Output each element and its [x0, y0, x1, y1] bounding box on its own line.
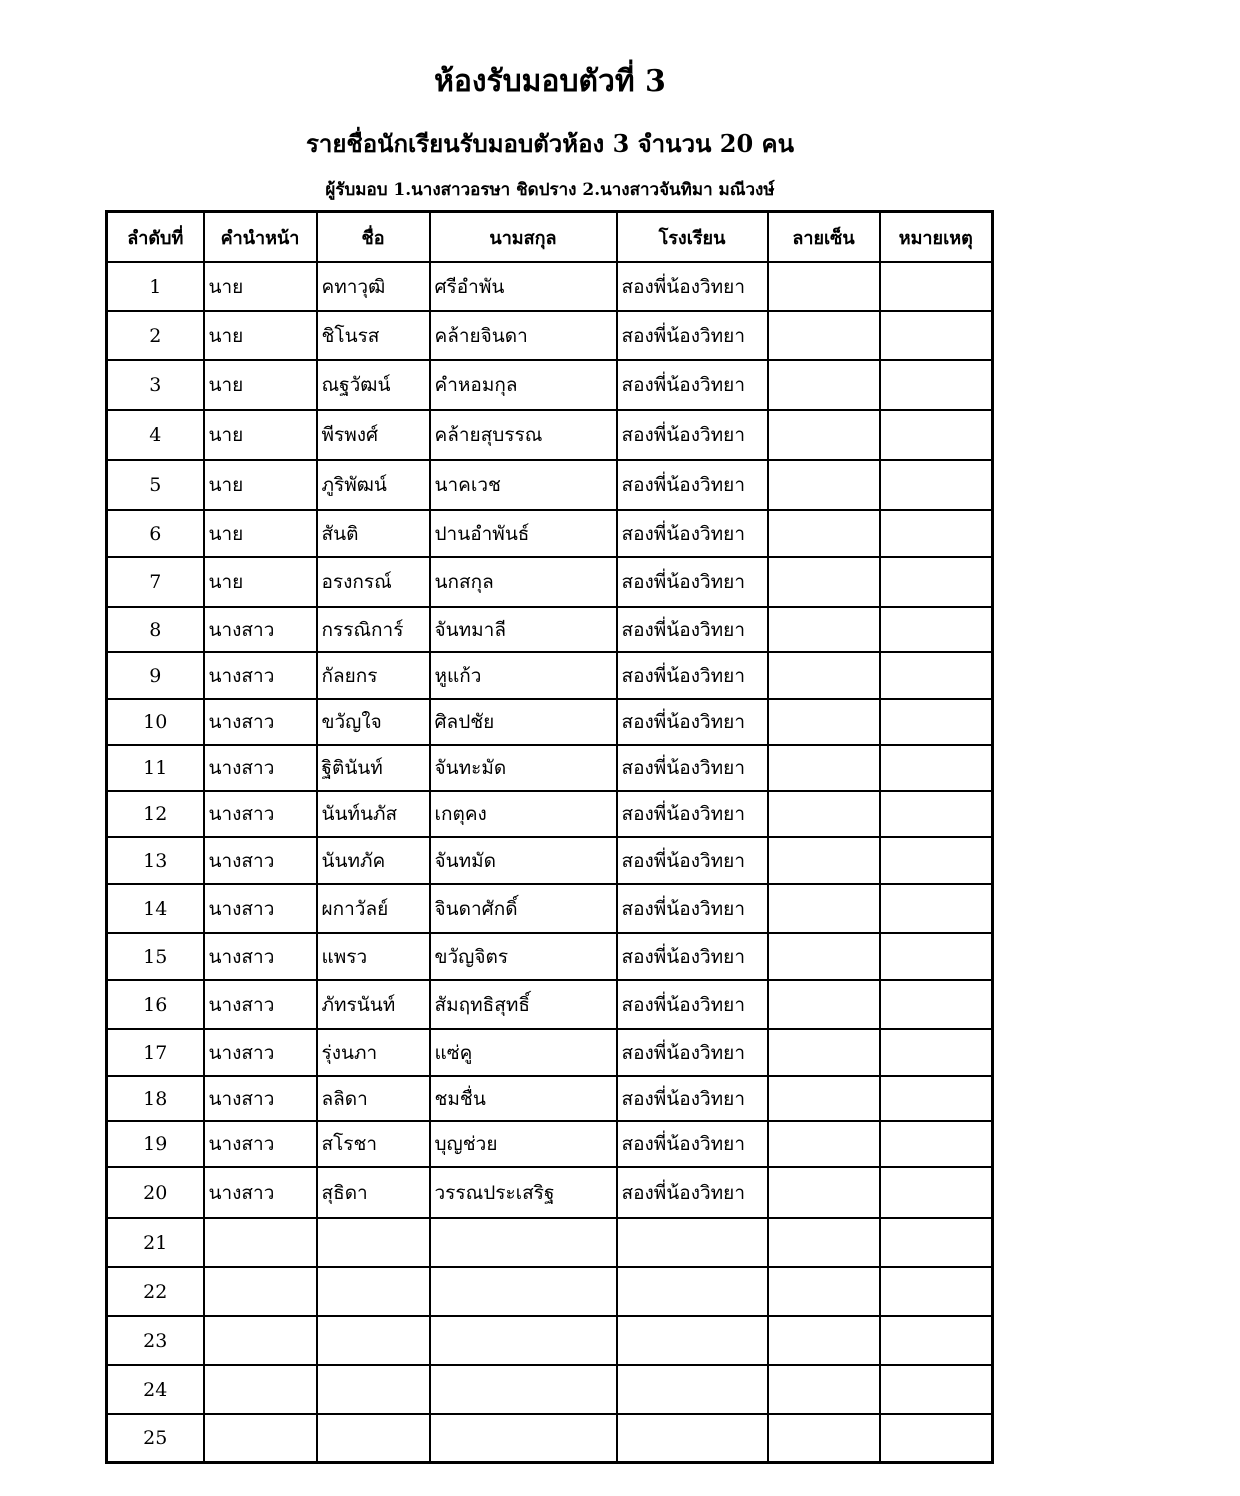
- row-signature: [768, 837, 880, 884]
- row-note: [880, 410, 993, 460]
- page-title: ห้องรับมอบตัวที่ 3: [434, 64, 666, 99]
- row-signature: [768, 1121, 880, 1167]
- table-row: [107, 510, 993, 557]
- row-note: [880, 884, 993, 933]
- row-note: [880, 1167, 993, 1218]
- row-school: [617, 1316, 768, 1365]
- row-first-name: ชิโนรส: [317, 311, 430, 360]
- row-prefix: นางสาว: [204, 1121, 317, 1167]
- row-signature: [768, 791, 880, 837]
- table-row: [107, 460, 993, 510]
- row-signature: [768, 652, 880, 699]
- table-row: [107, 1365, 993, 1414]
- row-school: สองพี่น้องวิทยา: [617, 607, 768, 652]
- row-last-name: ศิลปชัย: [430, 699, 617, 745]
- row-order: 4: [107, 410, 204, 460]
- row-school: สองพี่น้องวิทยา: [617, 360, 768, 410]
- row-order: 25: [107, 1414, 204, 1462]
- row-prefix: นาย: [204, 360, 317, 410]
- row-last-name: หูแก้ว: [430, 652, 617, 699]
- row-note: [880, 607, 993, 652]
- row-first-name: ขวัญใจ: [317, 699, 430, 745]
- row-last-name: เกตุคง: [430, 791, 617, 837]
- row-order: 16: [107, 980, 204, 1029]
- row-note: [880, 837, 993, 884]
- row-school: สองพี่น้องวิทยา: [617, 460, 768, 510]
- row-first-name: คทาวุฒิ: [317, 262, 430, 311]
- table-row: [107, 837, 993, 884]
- row-prefix: นางสาว: [204, 980, 317, 1029]
- row-order: 22: [107, 1267, 204, 1316]
- row-first-name: นันท์นภัส: [317, 791, 430, 837]
- row-prefix: นางสาว: [204, 933, 317, 980]
- row-order: 15: [107, 933, 204, 980]
- row-prefix: [204, 1414, 317, 1462]
- row-order: 17: [107, 1029, 204, 1076]
- row-first-name: กรรณิการ์: [317, 607, 430, 652]
- row-school: สองพี่น้องวิทยา: [617, 262, 768, 311]
- row-last-name: แซ่คู: [430, 1029, 617, 1076]
- row-note: [880, 1316, 993, 1365]
- row-note: [880, 1365, 993, 1414]
- row-note: [880, 1218, 993, 1267]
- table-row: [107, 1029, 993, 1076]
- col-header-signature: ลายเซ็น: [768, 212, 880, 263]
- row-order: 21: [107, 1218, 204, 1267]
- row-last-name: นกสกุล: [430, 557, 617, 607]
- row-school: สองพี่น้องวิทยา: [617, 699, 768, 745]
- row-first-name: ภูริพัฒน์: [317, 460, 430, 510]
- row-last-name: [430, 1316, 617, 1365]
- row-prefix: นางสาว: [204, 652, 317, 699]
- row-last-name: [430, 1267, 617, 1316]
- row-signature: [768, 1167, 880, 1218]
- row-signature: [768, 410, 880, 460]
- row-first-name: ฐิตินันท์: [317, 745, 430, 791]
- row-signature: [768, 699, 880, 745]
- table-header-row: [107, 212, 993, 263]
- row-last-name: จันทะมัด: [430, 745, 617, 791]
- row-note: [880, 791, 993, 837]
- row-signature: [768, 360, 880, 410]
- row-last-name: บุญช่วย: [430, 1121, 617, 1167]
- row-prefix: นาย: [204, 557, 317, 607]
- row-last-name: ปานอำพันธ์: [430, 510, 617, 557]
- row-last-name: ชมชื่น: [430, 1076, 617, 1121]
- row-signature: [768, 884, 880, 933]
- row-school: สองพี่น้องวิทยา: [617, 311, 768, 360]
- row-order: 18: [107, 1076, 204, 1121]
- table-row: [107, 1414, 993, 1462]
- row-first-name: [317, 1218, 430, 1267]
- table-row: [107, 884, 993, 933]
- row-order: 1: [107, 262, 204, 311]
- table-row: [107, 652, 993, 699]
- table-row: [107, 1076, 993, 1121]
- table-row: [107, 557, 993, 607]
- row-first-name: [317, 1267, 430, 1316]
- receivers-line: ผู้รับมอบ 1.นางสาวอรษา ชิดปราง 2.นางสาวจันทิมา มณีวงษ์: [325, 180, 775, 200]
- row-prefix: นาย: [204, 460, 317, 510]
- row-first-name: ณฐวัฒน์: [317, 360, 430, 410]
- table-row: [107, 607, 993, 652]
- row-note: [880, 557, 993, 607]
- row-prefix: [204, 1365, 317, 1414]
- row-school: [617, 1218, 768, 1267]
- row-school: สองพี่น้องวิทยา: [617, 510, 768, 557]
- row-note: [880, 1029, 993, 1076]
- row-last-name: จันทมัด: [430, 837, 617, 884]
- row-signature: [768, 607, 880, 652]
- table-row: [107, 745, 993, 791]
- row-order: 2: [107, 311, 204, 360]
- row-note: [880, 652, 993, 699]
- row-last-name: [430, 1365, 617, 1414]
- row-school: สองพี่น้องวิทยา: [617, 557, 768, 607]
- row-note: [880, 1267, 993, 1316]
- row-order: 20: [107, 1167, 204, 1218]
- row-signature: [768, 745, 880, 791]
- row-signature: [768, 1365, 880, 1414]
- row-school: สองพี่น้องวิทยา: [617, 1029, 768, 1076]
- row-note: [880, 1076, 993, 1121]
- row-order: 19: [107, 1121, 204, 1167]
- row-prefix: [204, 1218, 317, 1267]
- table-row: [107, 791, 993, 837]
- row-order: 3: [107, 360, 204, 410]
- row-last-name: จินดาศักดิ์: [430, 884, 617, 933]
- row-prefix: นางสาว: [204, 607, 317, 652]
- row-last-name: [430, 1414, 617, 1462]
- row-signature: [768, 262, 880, 311]
- row-prefix: [204, 1267, 317, 1316]
- table-row: [107, 980, 993, 1029]
- row-order: 9: [107, 652, 204, 699]
- row-prefix: นางสาว: [204, 884, 317, 933]
- row-note: [880, 745, 993, 791]
- row-signature: [768, 510, 880, 557]
- row-order: 7: [107, 557, 204, 607]
- row-last-name: คำหอมกุล: [430, 360, 617, 410]
- row-school: สองพี่น้องวิทยา: [617, 884, 768, 933]
- row-signature: [768, 980, 880, 1029]
- row-prefix: นางสาว: [204, 745, 317, 791]
- row-school: สองพี่น้องวิทยา: [617, 1167, 768, 1218]
- row-first-name: สุธิดา: [317, 1167, 430, 1218]
- row-school: สองพี่น้องวิทยา: [617, 1076, 768, 1121]
- table-row: [107, 1218, 993, 1267]
- row-note: [880, 1414, 993, 1462]
- table-row: [107, 311, 993, 360]
- row-last-name: ศรีอำพัน: [430, 262, 617, 311]
- table-row: [107, 699, 993, 745]
- row-first-name: ลลิดา: [317, 1076, 430, 1121]
- row-note: [880, 262, 993, 311]
- row-first-name: สโรชา: [317, 1121, 430, 1167]
- row-first-name: ผกาวัลย์: [317, 884, 430, 933]
- row-order: 13: [107, 837, 204, 884]
- row-note: [880, 980, 993, 1029]
- row-first-name: [317, 1365, 430, 1414]
- row-note: [880, 1121, 993, 1167]
- row-last-name: [430, 1218, 617, 1267]
- row-last-name: สัมฤทธิสุทธิ์: [430, 980, 617, 1029]
- row-signature: [768, 1076, 880, 1121]
- row-signature: [768, 1267, 880, 1316]
- row-first-name: อรงกรณ์: [317, 557, 430, 607]
- col-header-first-name: ชื่อ: [317, 212, 430, 263]
- row-signature: [768, 933, 880, 980]
- row-order: 24: [107, 1365, 204, 1414]
- row-signature: [768, 1029, 880, 1076]
- row-order: 5: [107, 460, 204, 510]
- row-school: [617, 1365, 768, 1414]
- row-note: [880, 360, 993, 410]
- row-school: สองพี่น้องวิทยา: [617, 980, 768, 1029]
- row-first-name: สันติ: [317, 510, 430, 557]
- row-first-name: แพรว: [317, 933, 430, 980]
- row-first-name: ภัทรนันท์: [317, 980, 430, 1029]
- table-row: [107, 1316, 993, 1365]
- row-prefix: นางสาว: [204, 837, 317, 884]
- row-note: [880, 460, 993, 510]
- table-row: [107, 410, 993, 460]
- table-row: [107, 360, 993, 410]
- row-first-name: พีรพงศ์: [317, 410, 430, 460]
- row-first-name: รุ่งนภา: [317, 1029, 430, 1076]
- table-body: [107, 262, 993, 1462]
- row-last-name: คล้ายสุบรรณ: [430, 410, 617, 460]
- row-last-name: นาคเวช: [430, 460, 617, 510]
- row-signature: [768, 1414, 880, 1462]
- row-prefix: [204, 1316, 317, 1365]
- row-school: [617, 1414, 768, 1462]
- row-signature: [768, 1218, 880, 1267]
- col-header-order: ลำดับที่: [107, 212, 204, 263]
- row-school: สองพี่น้องวิทยา: [617, 1121, 768, 1167]
- row-school: สองพี่น้องวิทยา: [617, 652, 768, 699]
- table-row: [107, 262, 993, 311]
- table-row: [107, 1121, 993, 1167]
- row-order: 8: [107, 607, 204, 652]
- row-order: 6: [107, 510, 204, 557]
- row-school: สองพี่น้องวิทยา: [617, 837, 768, 884]
- table-row: [107, 933, 993, 980]
- row-school: [617, 1267, 768, 1316]
- row-first-name: กัลยกร: [317, 652, 430, 699]
- row-school: สองพี่น้องวิทยา: [617, 410, 768, 460]
- col-header-school: โรงเรียน: [617, 212, 768, 263]
- row-prefix: นางสาว: [204, 1167, 317, 1218]
- row-order: 10: [107, 699, 204, 745]
- row-order: 12: [107, 791, 204, 837]
- student-roster-table: [105, 210, 994, 1464]
- row-note: [880, 933, 993, 980]
- row-last-name: วรรณประเสริฐ: [430, 1167, 617, 1218]
- row-school: สองพี่น้องวิทยา: [617, 791, 768, 837]
- row-order: 11: [107, 745, 204, 791]
- row-prefix: นาย: [204, 262, 317, 311]
- row-prefix: นางสาว: [204, 699, 317, 745]
- row-note: [880, 510, 993, 557]
- table-row: [107, 1167, 993, 1218]
- col-header-last-name: นามสกุล: [430, 212, 617, 263]
- row-first-name: [317, 1414, 430, 1462]
- row-note: [880, 699, 993, 745]
- row-prefix: นางสาว: [204, 1029, 317, 1076]
- row-signature: [768, 460, 880, 510]
- row-note: [880, 311, 993, 360]
- row-last-name: ขวัญจิตร: [430, 933, 617, 980]
- row-prefix: นาย: [204, 510, 317, 557]
- row-prefix: นางสาว: [204, 791, 317, 837]
- row-signature: [768, 311, 880, 360]
- col-header-prefix: คำนำหน้า: [204, 212, 317, 263]
- row-order: 23: [107, 1316, 204, 1365]
- row-prefix: นาย: [204, 410, 317, 460]
- row-first-name: นันทภัค: [317, 837, 430, 884]
- row-signature: [768, 1316, 880, 1365]
- row-order: 14: [107, 884, 204, 933]
- page-subtitle: รายชื่อนักเรียนรับมอบตัวห้อง 3 จำนวน 20 คน: [305, 129, 795, 158]
- table-row: [107, 1267, 993, 1316]
- row-prefix: นาย: [204, 311, 317, 360]
- row-school: สองพี่น้องวิทยา: [617, 745, 768, 791]
- row-prefix: นางสาว: [204, 1076, 317, 1121]
- row-last-name: จันทมาลี: [430, 607, 617, 652]
- col-header-note: หมายเหตุ: [880, 212, 993, 263]
- row-school: สองพี่น้องวิทยา: [617, 933, 768, 980]
- row-signature: [768, 557, 880, 607]
- row-first-name: [317, 1316, 430, 1365]
- row-last-name: คล้ายจินดา: [430, 311, 617, 360]
